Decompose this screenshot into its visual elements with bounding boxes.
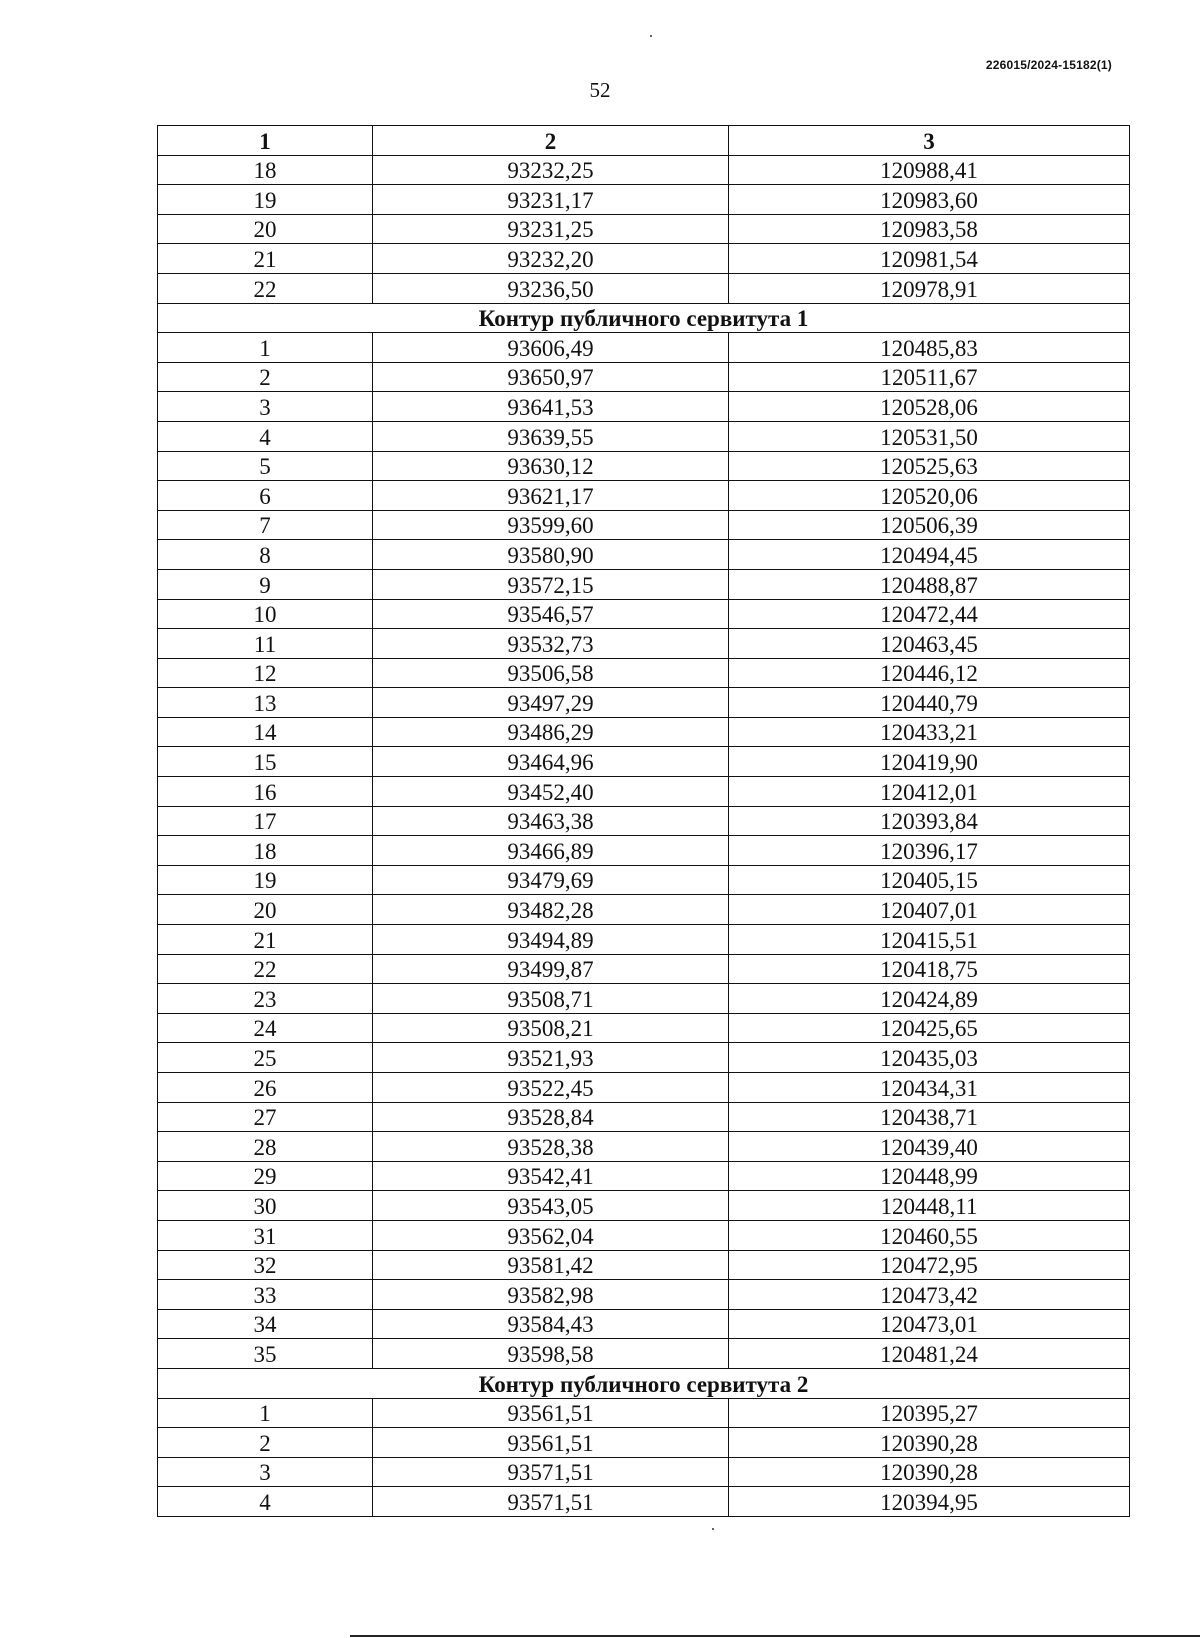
x-coordinate-cell: 93641,53 (373, 392, 729, 422)
point-number-cell: 15 (158, 747, 373, 777)
table-row (158, 629, 1130, 659)
table-row (158, 1043, 1130, 1073)
y-coordinate-cell: 120419,90 (729, 747, 1130, 777)
y-coordinate-cell: 120525,63 (729, 451, 1130, 481)
y-coordinate-cell: 120983,60 (729, 185, 1130, 215)
x-coordinate-cell: 93546,57 (373, 599, 729, 629)
y-coordinate-cell: 120528,06 (729, 392, 1130, 422)
table-row (158, 510, 1130, 540)
point-number-cell: 34 (158, 1309, 373, 1339)
point-number-cell: 11 (158, 629, 373, 659)
point-number-cell: 6 (158, 481, 373, 511)
y-coordinate-cell: 120506,39 (729, 510, 1130, 540)
y-coordinate-cell: 120988,41 (729, 155, 1130, 185)
point-number-cell: 4 (158, 1487, 373, 1517)
point-number-cell: 18 (158, 836, 373, 866)
x-coordinate-cell: 93639,55 (373, 421, 729, 451)
y-coordinate-cell: 120438,71 (729, 1102, 1130, 1132)
y-coordinate-cell: 120531,50 (729, 421, 1130, 451)
y-coordinate-cell: 120981,54 (729, 244, 1130, 274)
table-row (158, 155, 1130, 185)
x-coordinate-cell: 93236,50 (373, 273, 729, 303)
y-coordinate-cell: 120415,51 (729, 925, 1130, 955)
table-row (158, 214, 1130, 244)
x-coordinate-cell: 93528,38 (373, 1132, 729, 1162)
table-row (158, 747, 1130, 777)
point-number-cell: 3 (158, 1457, 373, 1487)
section-title: Контур публичного сервитута 1 (158, 303, 1130, 333)
y-coordinate-cell: 120393,84 (729, 806, 1130, 836)
scan-speck (712, 1528, 714, 1530)
y-coordinate-cell: 120418,75 (729, 954, 1130, 984)
y-coordinate-cell: 120472,44 (729, 599, 1130, 629)
point-number-cell: 1 (158, 1398, 373, 1428)
table-row (158, 1428, 1130, 1458)
point-number-cell: 18 (158, 155, 373, 185)
y-coordinate-cell: 120405,15 (729, 865, 1130, 895)
table-header-row (158, 126, 1130, 156)
column-header-x: 2 (373, 126, 729, 156)
page-number: 52 (589, 78, 611, 102)
x-coordinate-cell: 93581,42 (373, 1250, 729, 1280)
point-number-cell: 32 (158, 1250, 373, 1280)
x-coordinate-cell: 93231,25 (373, 214, 729, 244)
point-number-cell: 26 (158, 1073, 373, 1103)
table-row (158, 569, 1130, 599)
point-number-cell: 10 (158, 599, 373, 629)
y-coordinate-cell: 120983,58 (729, 214, 1130, 244)
point-number-cell: 20 (158, 214, 373, 244)
table-row (158, 984, 1130, 1014)
y-coordinate-cell: 120520,06 (729, 481, 1130, 511)
table-row (158, 1457, 1130, 1487)
point-number-cell: 17 (158, 806, 373, 836)
y-coordinate-cell: 120485,83 (729, 333, 1130, 363)
point-number-cell: 31 (158, 1220, 373, 1250)
table-row (158, 1220, 1130, 1250)
section-title-row (158, 303, 1130, 333)
point-number-cell: 7 (158, 510, 373, 540)
point-number-cell: 19 (158, 865, 373, 895)
table-row (158, 451, 1130, 481)
table-row (158, 1250, 1130, 1280)
x-coordinate-cell: 93497,29 (373, 688, 729, 718)
table-row (158, 865, 1130, 895)
point-number-cell: 28 (158, 1132, 373, 1162)
scan-speck (650, 35, 652, 37)
x-coordinate-cell: 93466,89 (373, 836, 729, 866)
point-number-cell: 22 (158, 273, 373, 303)
x-coordinate-cell: 93464,96 (373, 747, 729, 777)
point-number-cell: 14 (158, 717, 373, 747)
point-number-cell: 33 (158, 1280, 373, 1310)
table-row (158, 185, 1130, 215)
x-coordinate-cell: 93580,90 (373, 540, 729, 570)
table-row (158, 1102, 1130, 1132)
y-coordinate-cell: 120407,01 (729, 895, 1130, 925)
scan-edge-line (350, 1635, 1200, 1637)
x-coordinate-cell: 93506,58 (373, 658, 729, 688)
point-number-cell: 1 (158, 333, 373, 363)
table-row (158, 777, 1130, 807)
x-coordinate-cell: 93606,49 (373, 333, 729, 363)
x-coordinate-cell: 93494,89 (373, 925, 729, 955)
y-coordinate-cell: 120481,24 (729, 1339, 1130, 1369)
x-coordinate-cell: 93482,28 (373, 895, 729, 925)
point-number-cell: 22 (158, 954, 373, 984)
section-title-row (158, 1368, 1130, 1398)
point-number-cell: 19 (158, 185, 373, 215)
x-coordinate-cell: 93582,98 (373, 1280, 729, 1310)
point-number-cell: 20 (158, 895, 373, 925)
point-number-cell: 25 (158, 1043, 373, 1073)
x-coordinate-cell: 93571,51 (373, 1487, 729, 1517)
point-number-cell: 13 (158, 688, 373, 718)
table-row (158, 421, 1130, 451)
table-row (158, 688, 1130, 718)
point-number-cell: 21 (158, 244, 373, 274)
x-coordinate-cell: 93584,43 (373, 1309, 729, 1339)
table-row (158, 392, 1130, 422)
point-number-cell: 35 (158, 1339, 373, 1369)
point-number-cell: 30 (158, 1191, 373, 1221)
x-coordinate-cell: 93232,25 (373, 155, 729, 185)
table-row (158, 1132, 1130, 1162)
table-row (158, 333, 1130, 363)
table-row (158, 1161, 1130, 1191)
document-id: 226015/2024-15182(1) (985, 58, 1112, 72)
point-number-cell: 2 (158, 1428, 373, 1458)
x-coordinate-cell: 93532,73 (373, 629, 729, 659)
table-row (158, 1309, 1130, 1339)
table-row (158, 658, 1130, 688)
x-coordinate-cell: 93572,15 (373, 569, 729, 599)
y-coordinate-cell: 120390,28 (729, 1428, 1130, 1458)
x-coordinate-cell: 93479,69 (373, 865, 729, 895)
y-coordinate-cell: 120473,42 (729, 1280, 1130, 1310)
x-coordinate-cell: 93561,51 (373, 1428, 729, 1458)
x-coordinate-cell: 93508,21 (373, 1013, 729, 1043)
y-coordinate-cell: 120472,95 (729, 1250, 1130, 1280)
x-coordinate-cell: 93621,17 (373, 481, 729, 511)
x-coordinate-cell: 93571,51 (373, 1457, 729, 1487)
table-row (158, 1398, 1130, 1428)
point-number-cell: 4 (158, 421, 373, 451)
point-number-cell: 3 (158, 392, 373, 422)
y-coordinate-cell: 120434,31 (729, 1073, 1130, 1103)
coordinates-table (157, 125, 1130, 1517)
y-coordinate-cell: 120446,12 (729, 658, 1130, 688)
y-coordinate-cell: 120494,45 (729, 540, 1130, 570)
y-coordinate-cell: 120440,79 (729, 688, 1130, 718)
table-row (158, 540, 1130, 570)
column-header-point: 1 (158, 126, 373, 156)
y-coordinate-cell: 120425,65 (729, 1013, 1130, 1043)
x-coordinate-cell: 93508,71 (373, 984, 729, 1014)
y-coordinate-cell: 120511,67 (729, 362, 1130, 392)
y-coordinate-cell: 120433,21 (729, 717, 1130, 747)
section-title: Контур публичного сервитута 2 (158, 1368, 1130, 1398)
table-row (158, 1339, 1130, 1369)
table-row (158, 362, 1130, 392)
x-coordinate-cell: 93650,97 (373, 362, 729, 392)
table-row (158, 599, 1130, 629)
table-row (158, 1280, 1130, 1310)
table-row (158, 954, 1130, 984)
x-coordinate-cell: 93231,17 (373, 185, 729, 215)
x-coordinate-cell: 93562,04 (373, 1220, 729, 1250)
y-coordinate-cell: 120448,11 (729, 1191, 1130, 1221)
y-coordinate-cell: 120395,27 (729, 1398, 1130, 1428)
point-number-cell: 16 (158, 777, 373, 807)
x-coordinate-cell: 93542,41 (373, 1161, 729, 1191)
point-number-cell: 29 (158, 1161, 373, 1191)
point-number-cell: 24 (158, 1013, 373, 1043)
table-row (158, 1191, 1130, 1221)
table-row (158, 895, 1130, 925)
x-coordinate-cell: 93561,51 (373, 1398, 729, 1428)
y-coordinate-cell: 120390,28 (729, 1457, 1130, 1487)
x-coordinate-cell: 93452,40 (373, 777, 729, 807)
x-coordinate-cell: 93463,38 (373, 806, 729, 836)
x-coordinate-cell: 93599,60 (373, 510, 729, 540)
x-coordinate-cell: 93543,05 (373, 1191, 729, 1221)
table-row (158, 1073, 1130, 1103)
y-coordinate-cell: 120473,01 (729, 1309, 1130, 1339)
table-row (158, 481, 1130, 511)
table-row (158, 925, 1130, 955)
point-number-cell: 21 (158, 925, 373, 955)
point-number-cell: 9 (158, 569, 373, 599)
y-coordinate-cell: 120488,87 (729, 569, 1130, 599)
table-row (158, 244, 1130, 274)
point-number-cell: 8 (158, 540, 373, 570)
x-coordinate-cell: 93521,93 (373, 1043, 729, 1073)
y-coordinate-cell: 120439,40 (729, 1132, 1130, 1162)
y-coordinate-cell: 120435,03 (729, 1043, 1130, 1073)
y-coordinate-cell: 120448,99 (729, 1161, 1130, 1191)
x-coordinate-cell: 93598,58 (373, 1339, 729, 1369)
table-body (158, 155, 1130, 1516)
y-coordinate-cell: 120394,95 (729, 1487, 1130, 1517)
point-number-cell: 5 (158, 451, 373, 481)
y-coordinate-cell: 120463,45 (729, 629, 1130, 659)
y-coordinate-cell: 120424,89 (729, 984, 1130, 1014)
point-number-cell: 23 (158, 984, 373, 1014)
x-coordinate-cell: 93528,84 (373, 1102, 729, 1132)
column-header-y: 3 (729, 126, 1130, 156)
point-number-cell: 12 (158, 658, 373, 688)
table-row (158, 1013, 1130, 1043)
table-row (158, 1487, 1130, 1517)
x-coordinate-cell: 93522,45 (373, 1073, 729, 1103)
table-row (158, 836, 1130, 866)
table-row (158, 717, 1130, 747)
y-coordinate-cell: 120412,01 (729, 777, 1130, 807)
y-coordinate-cell: 120460,55 (729, 1220, 1130, 1250)
table-row (158, 273, 1130, 303)
x-coordinate-cell: 93499,87 (373, 954, 729, 984)
x-coordinate-cell: 93630,12 (373, 451, 729, 481)
point-number-cell: 27 (158, 1102, 373, 1132)
x-coordinate-cell: 93232,20 (373, 244, 729, 274)
y-coordinate-cell: 120396,17 (729, 836, 1130, 866)
table-row (158, 806, 1130, 836)
point-number-cell: 2 (158, 362, 373, 392)
y-coordinate-cell: 120978,91 (729, 273, 1130, 303)
x-coordinate-cell: 93486,29 (373, 717, 729, 747)
